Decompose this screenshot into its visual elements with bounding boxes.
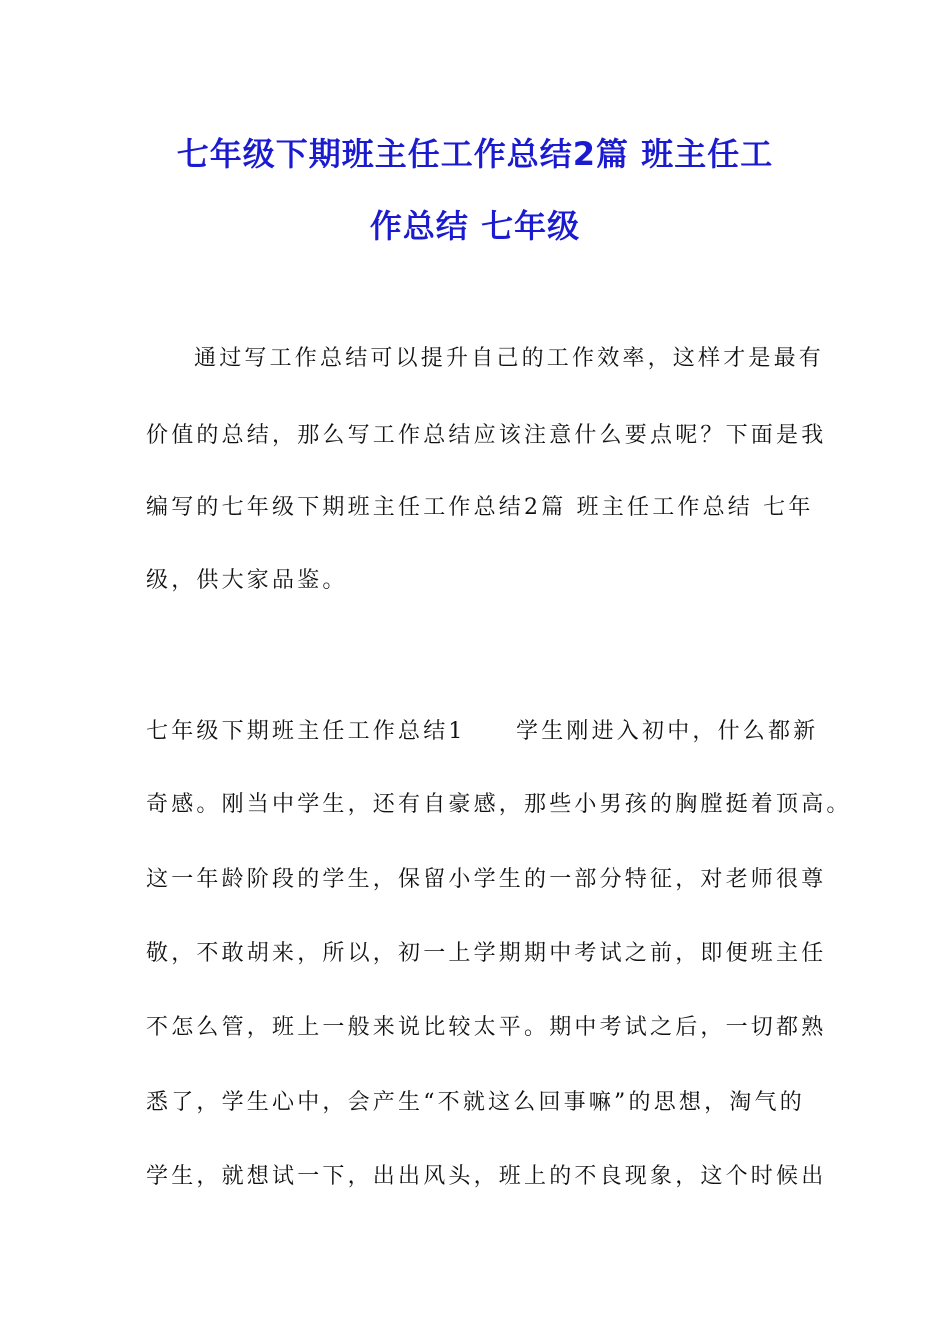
intro-line-3: 编写的七年级下期班主任工作总结2篇 班主任工作总结 七年 xyxy=(146,495,814,520)
body-line-1: 七年级下期班主任工作总结1 学生刚进入初中，什么都新 xyxy=(146,719,819,744)
document-title-line-1: 七年级下期班主任工作总结2篇 班主任工 xyxy=(176,135,774,173)
intro-line-1: 通过写工作总结可以提升自己的工作效率，这样才是最有 xyxy=(194,346,825,371)
body-line-3: 这一年龄阶段的学生，保留小学生的一部分特征，对老师很尊 xyxy=(146,867,827,892)
body-line-7: 学生，就想试一下，出出风头，班上的不良现象，这个时候出 xyxy=(146,1164,827,1189)
intro-line-4: 级，供大家品鉴。 xyxy=(146,568,348,593)
document-title-line-2: 作总结 七年级 xyxy=(369,207,581,245)
body-line-4: 敬，不敢胡来，所以，初一上学期期中考试之前，即便班主任 xyxy=(146,941,827,966)
body-line-6: 悉了，学生心中，会产生“不就这么回事嘛”的思想，淘气的 xyxy=(146,1090,805,1115)
intro-line-2: 价值的总结，那么写工作总结应该注意什么要点呢？下面是我 xyxy=(146,423,827,448)
body-line-5: 不怎么管，班上一般来说比较太平。期中考试之后，一切都熟 xyxy=(146,1015,827,1040)
body-line-2: 奇感。刚当中学生，还有自豪感，那些小男孩的胸膛挺着顶高。 xyxy=(146,792,852,817)
